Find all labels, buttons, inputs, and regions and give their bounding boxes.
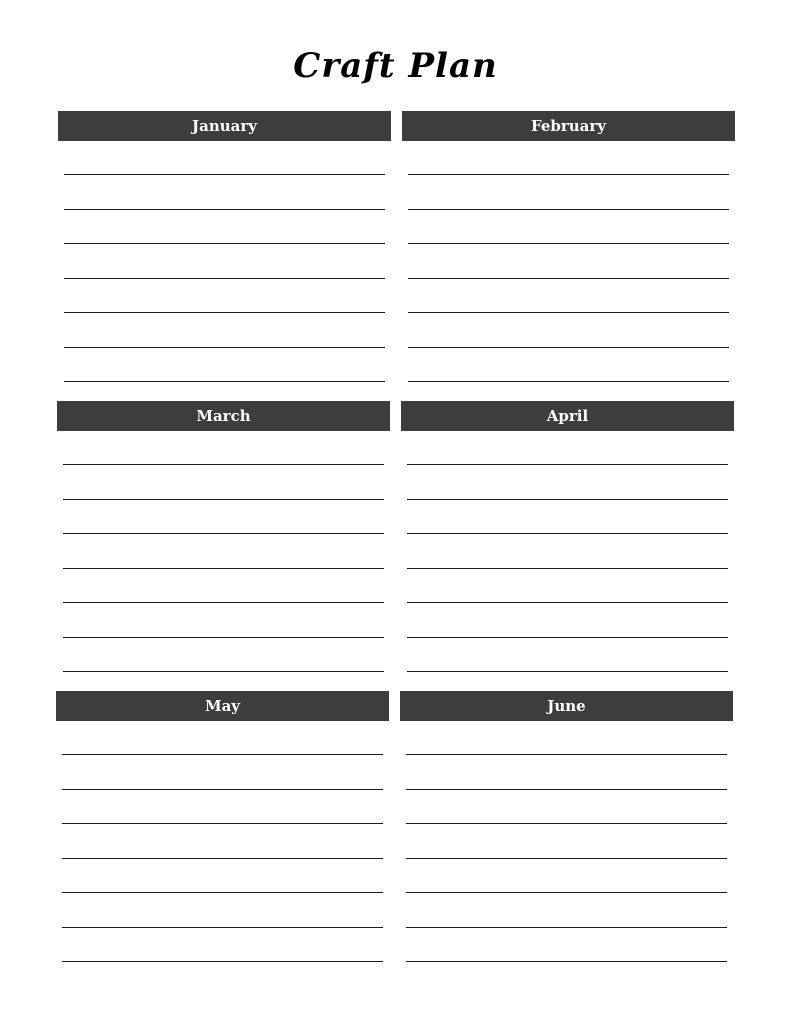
writing-line — [63, 533, 384, 534]
writing-line — [408, 209, 729, 210]
writing-line — [407, 533, 728, 534]
writing-line — [406, 823, 727, 824]
month-header: May — [56, 691, 389, 721]
writing-line — [406, 789, 727, 790]
month-section-january — [58, 111, 391, 391]
writing-lines — [400, 721, 733, 971]
writing-lines — [58, 141, 391, 391]
writing-line — [408, 312, 729, 313]
writing-line — [62, 961, 383, 962]
writing-line — [64, 347, 385, 348]
writing-line — [406, 927, 727, 928]
writing-line — [407, 499, 728, 500]
writing-line — [63, 602, 384, 603]
writing-line — [407, 637, 728, 638]
month-header: June — [400, 691, 733, 721]
writing-lines — [57, 431, 390, 681]
writing-line — [407, 602, 728, 603]
writing-line — [62, 892, 383, 893]
month-section-april — [401, 401, 734, 681]
writing-line — [408, 347, 729, 348]
writing-line — [63, 671, 384, 672]
writing-line — [407, 464, 728, 465]
writing-line — [64, 381, 385, 382]
writing-line — [64, 209, 385, 210]
writing-line — [406, 754, 727, 755]
month-section-may — [56, 691, 389, 971]
writing-line — [63, 637, 384, 638]
writing-line — [408, 278, 729, 279]
writing-line — [407, 568, 728, 569]
writing-line — [406, 858, 727, 859]
writing-lines — [402, 141, 735, 391]
writing-line — [62, 823, 383, 824]
writing-lines — [56, 721, 389, 971]
writing-line — [62, 927, 383, 928]
month-section-february — [402, 111, 735, 391]
writing-line — [63, 499, 384, 500]
month-section-june — [400, 691, 733, 971]
writing-line — [63, 464, 384, 465]
writing-line — [406, 892, 727, 893]
page-title: Craft Plan — [293, 46, 498, 86]
writing-lines — [401, 431, 734, 681]
writing-line — [62, 858, 383, 859]
month-header: April — [401, 401, 734, 431]
month-header: March — [57, 401, 390, 431]
writing-line — [62, 754, 383, 755]
writing-line — [408, 381, 729, 382]
writing-line — [406, 961, 727, 962]
month-header: January — [58, 111, 391, 141]
month-section-march — [57, 401, 390, 681]
writing-line — [64, 278, 385, 279]
writing-line — [64, 243, 385, 244]
writing-line — [407, 671, 728, 672]
writing-line — [408, 243, 729, 244]
writing-line — [62, 789, 383, 790]
writing-line — [64, 174, 385, 175]
writing-line — [63, 568, 384, 569]
month-header: February — [402, 111, 735, 141]
writing-line — [64, 312, 385, 313]
writing-line — [408, 174, 729, 175]
